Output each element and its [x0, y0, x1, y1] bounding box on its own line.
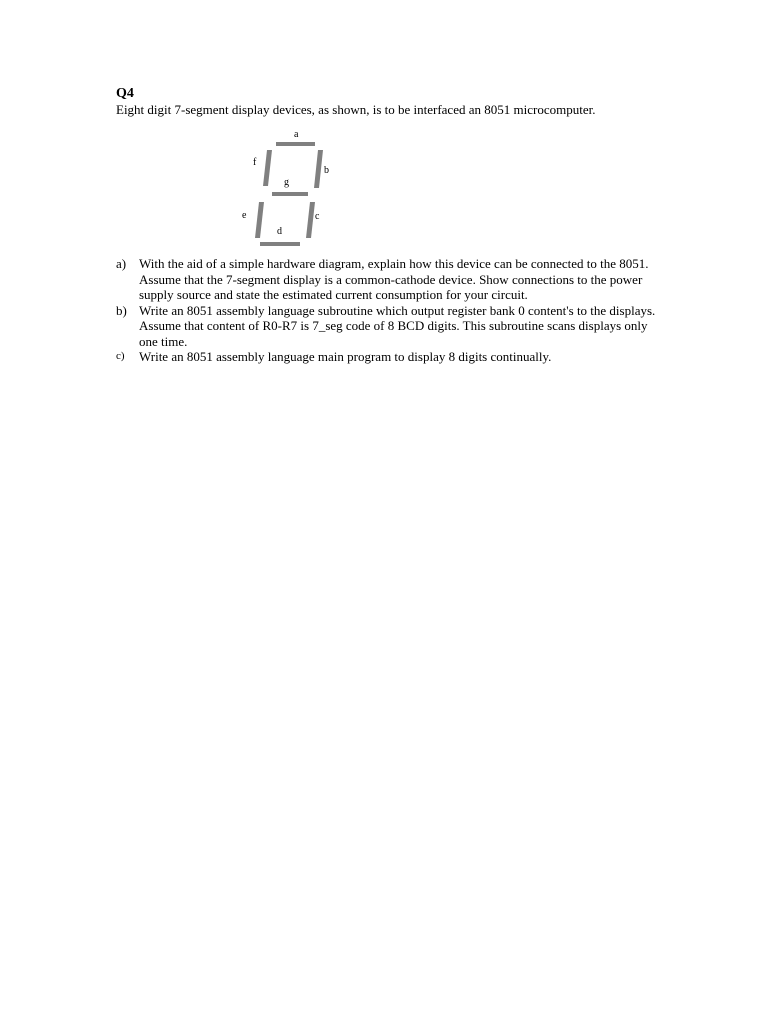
part-b-text: Write an 8051 assembly language subroutine which output register bank 0 content's to the displays. Assume that content of R0-R7 is 7_seg code of 8 BCD digits. This subroutine scans displays only one time. — [139, 302, 656, 349]
segment-group — [255, 142, 323, 246]
seven-segment-diagram — [236, 126, 346, 252]
part-b — [116, 303, 656, 350]
part-c-marker: c) — [116, 350, 125, 362]
part-a — [116, 256, 656, 303]
question-parts — [116, 256, 656, 365]
segment-g — [272, 192, 308, 196]
segment-label-a: a — [294, 129, 299, 140]
segment-a — [276, 142, 315, 146]
segment-label-f: f — [253, 157, 257, 168]
part-c — [116, 349, 656, 365]
segment-label-e: e — [242, 210, 247, 221]
segment-label-b: b — [324, 165, 329, 176]
segment-e — [255, 202, 264, 238]
segment-label-c: c — [315, 211, 320, 222]
part-a-text: With the aid of a simple hardware diagram, explain how this device can be connected to the 8051. Assume that the 7-segment display is a common-cathode device. Show connections to the power supply source and state the estimated current consumption for your circuit. — [139, 256, 649, 302]
segment-f — [263, 150, 272, 186]
seven-segment-figure — [236, 126, 346, 252]
part-b-marker: b) — [116, 302, 127, 318]
segment-d — [260, 242, 300, 246]
part-c-text: Write an 8051 assembly language main program to display 8 digits continually. — [139, 349, 552, 364]
question-number: Q4 — [116, 86, 134, 101]
segment-b — [314, 150, 323, 188]
segment-c — [306, 202, 315, 238]
segment-label-g: g — [284, 177, 289, 188]
part-a-marker: a) — [116, 256, 127, 271]
segment-label-d: d — [277, 226, 282, 237]
question-intro: Eight digit 7-segment display devices, as shown, is to be interfaced an 8051 microcomputer. — [116, 102, 596, 117]
